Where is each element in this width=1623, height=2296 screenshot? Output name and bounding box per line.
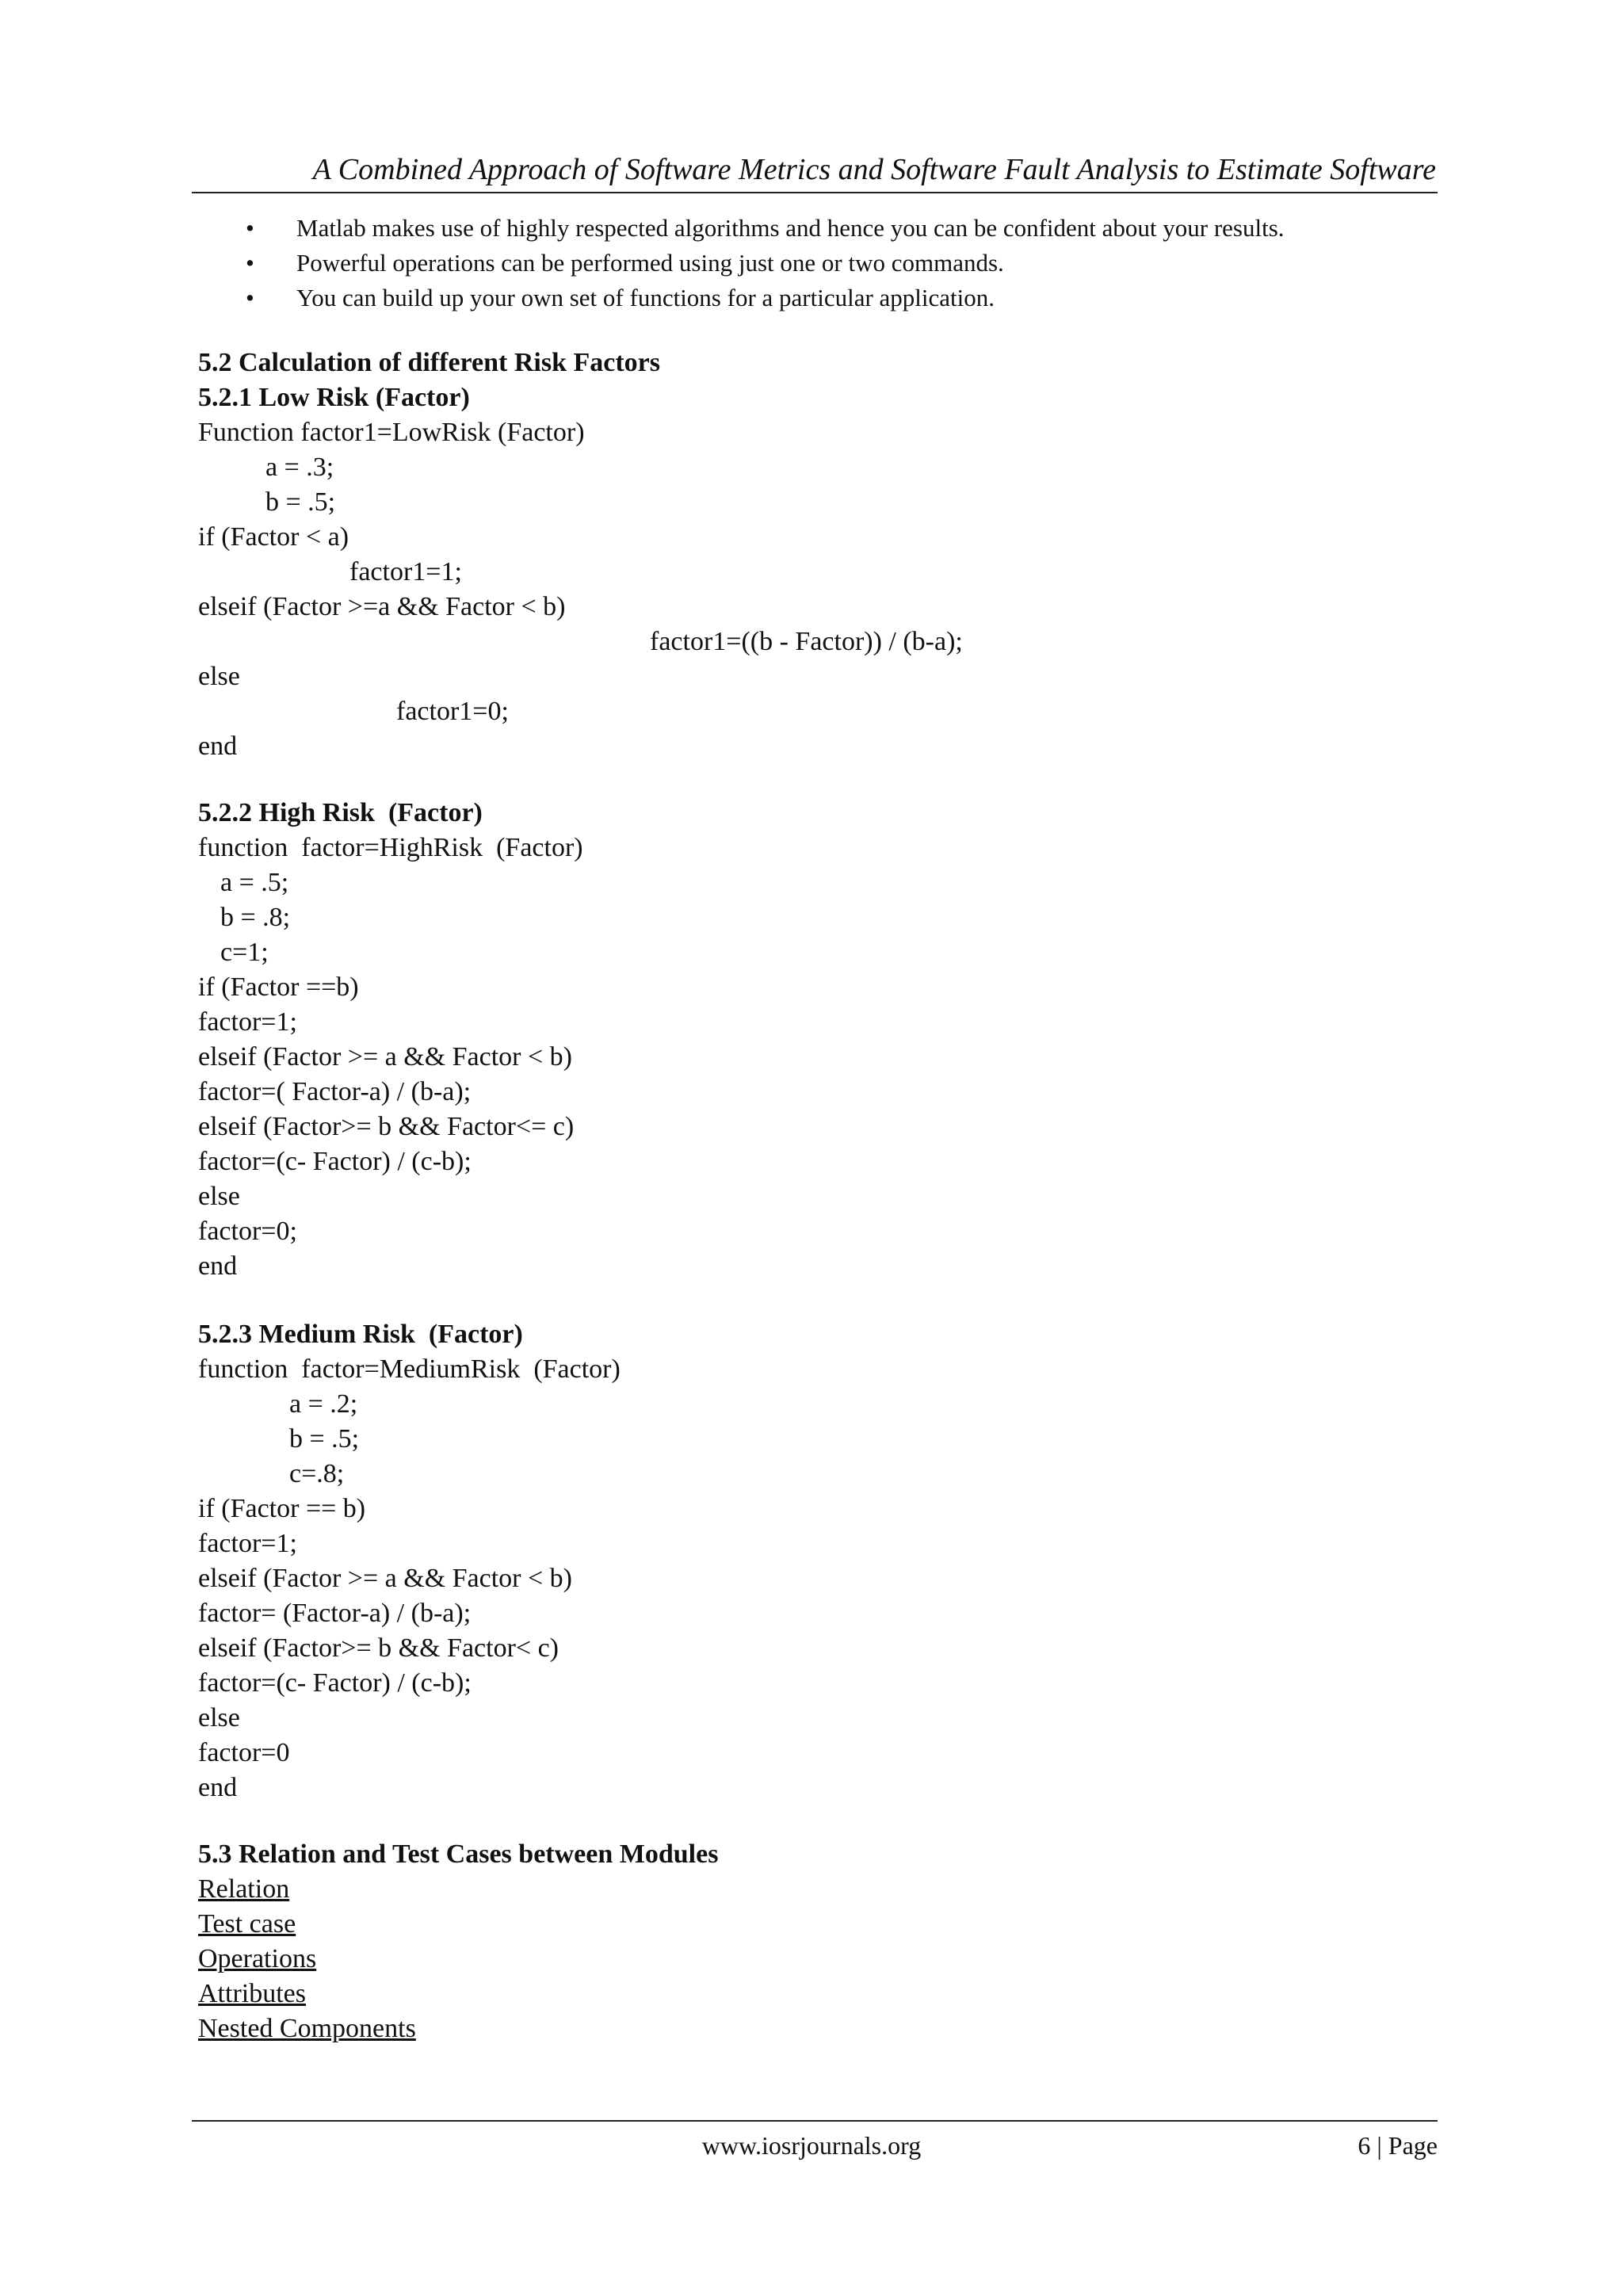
section-heading: 5.2 Calculation of different Risk Factors xyxy=(198,348,660,377)
code-line: end xyxy=(198,1251,238,1281)
bullet-icon: • xyxy=(246,249,254,277)
code-line: c=1; xyxy=(220,938,269,967)
code-line: factor=(c- Factor) / (c-b); xyxy=(198,1147,472,1176)
section-relations xyxy=(198,1837,1434,2046)
list-item xyxy=(246,211,1285,246)
code-line: end xyxy=(198,732,238,761)
code-line: if (Factor < a) xyxy=(198,522,349,552)
bullet-icon: • xyxy=(246,284,254,311)
section-heading-relations: 5.3 Relation and Test Cases between Modules xyxy=(198,1839,719,1869)
code-line: factor=1; xyxy=(198,1529,297,1558)
code-line: a = .2; xyxy=(289,1389,358,1419)
code-line: factor=(c- Factor) / (c-b); xyxy=(198,1668,472,1698)
code-line: else xyxy=(198,1182,240,1211)
code-line: b = .8; xyxy=(220,903,291,932)
operations-link[interactable]: Operations xyxy=(198,1944,317,1973)
section-medium-risk xyxy=(198,1317,1434,1805)
bullet-text: Powerful operations can be performed using just one or two commands. xyxy=(296,249,1004,277)
code-line: c=.8; xyxy=(289,1459,345,1488)
subsection-heading-medium-risk: 5.2.3 Medium Risk (Factor) xyxy=(198,1320,523,1349)
code-line: if (Factor == b) xyxy=(198,1494,366,1523)
code-line: elseif (Factor >= a && Factor < b) xyxy=(198,1042,572,1072)
bullet-list xyxy=(246,211,1285,315)
code-line: function factor=MediumRisk (Factor) xyxy=(198,1354,621,1384)
code-line: function factor=HighRisk (Factor) xyxy=(198,833,583,862)
page-number: 6 | Page xyxy=(1358,2131,1438,2160)
code-line: else xyxy=(198,662,240,691)
footer-url: www.iosrjournals.org xyxy=(701,2131,922,2160)
list-item xyxy=(246,281,1285,315)
code-line: elseif (Factor >=a && Factor < b) xyxy=(198,592,566,621)
code-line: else xyxy=(198,1703,240,1733)
code-line: b = .5; xyxy=(289,1424,360,1454)
code-line: elseif (Factor>= b && Factor<= c) xyxy=(198,1112,575,1141)
subsection-heading-low-risk: 5.2.1 Low Risk (Factor) xyxy=(198,383,470,412)
code-line: factor=0; xyxy=(198,1217,297,1246)
list-item xyxy=(246,246,1285,281)
code-line: factor=1; xyxy=(198,1007,297,1037)
subsection-heading-high-risk: 5.2.2 High Risk (Factor) xyxy=(198,798,483,827)
code-line: b = .5; xyxy=(265,487,336,517)
code-line: factor1=0; xyxy=(396,697,509,726)
footer-rule xyxy=(192,2120,1438,2122)
section-high-risk xyxy=(198,796,1434,1284)
code-line: factor1=1; xyxy=(349,557,462,586)
header-rule xyxy=(192,192,1438,193)
code-line: factor= (Factor-a) / (b-a); xyxy=(198,1599,472,1628)
code-line: factor1=((b - Factor)) / (b-a); xyxy=(650,627,963,656)
code-line: factor=( Factor-a) / (b-a); xyxy=(198,1077,472,1106)
code-line: a = .3; xyxy=(265,453,334,482)
section-low-risk xyxy=(198,346,1434,764)
bullet-icon: • xyxy=(246,214,254,242)
code-line: factor=0 xyxy=(198,1738,290,1767)
running-title: A Combined Approach of Software Metrics and Software Fault Analysis to Estimate Software xyxy=(312,153,1436,186)
code-line: elseif (Factor >= a && Factor < b) xyxy=(198,1564,572,1593)
nested-components-link[interactable]: Nested Components xyxy=(198,2014,416,2043)
relation-link[interactable]: Relation xyxy=(198,1874,290,1904)
code-line: a = .5; xyxy=(220,868,289,897)
code-line: if (Factor ==b) xyxy=(198,972,359,1002)
code-line: Function factor1=LowRisk (Factor) xyxy=(198,418,585,447)
code-line: end xyxy=(198,1773,238,1802)
code-line: elseif (Factor>= b && Factor< c) xyxy=(198,1633,559,1663)
attributes-link[interactable]: Attributes xyxy=(198,1979,306,2008)
test-case-link[interactable]: Test case xyxy=(198,1909,296,1939)
bullet-text: Matlab makes use of highly respected algorithms and hence you can be confident about your results. xyxy=(296,214,1285,242)
bullet-text: You can build up your own set of functions for a particular application. xyxy=(296,284,995,311)
